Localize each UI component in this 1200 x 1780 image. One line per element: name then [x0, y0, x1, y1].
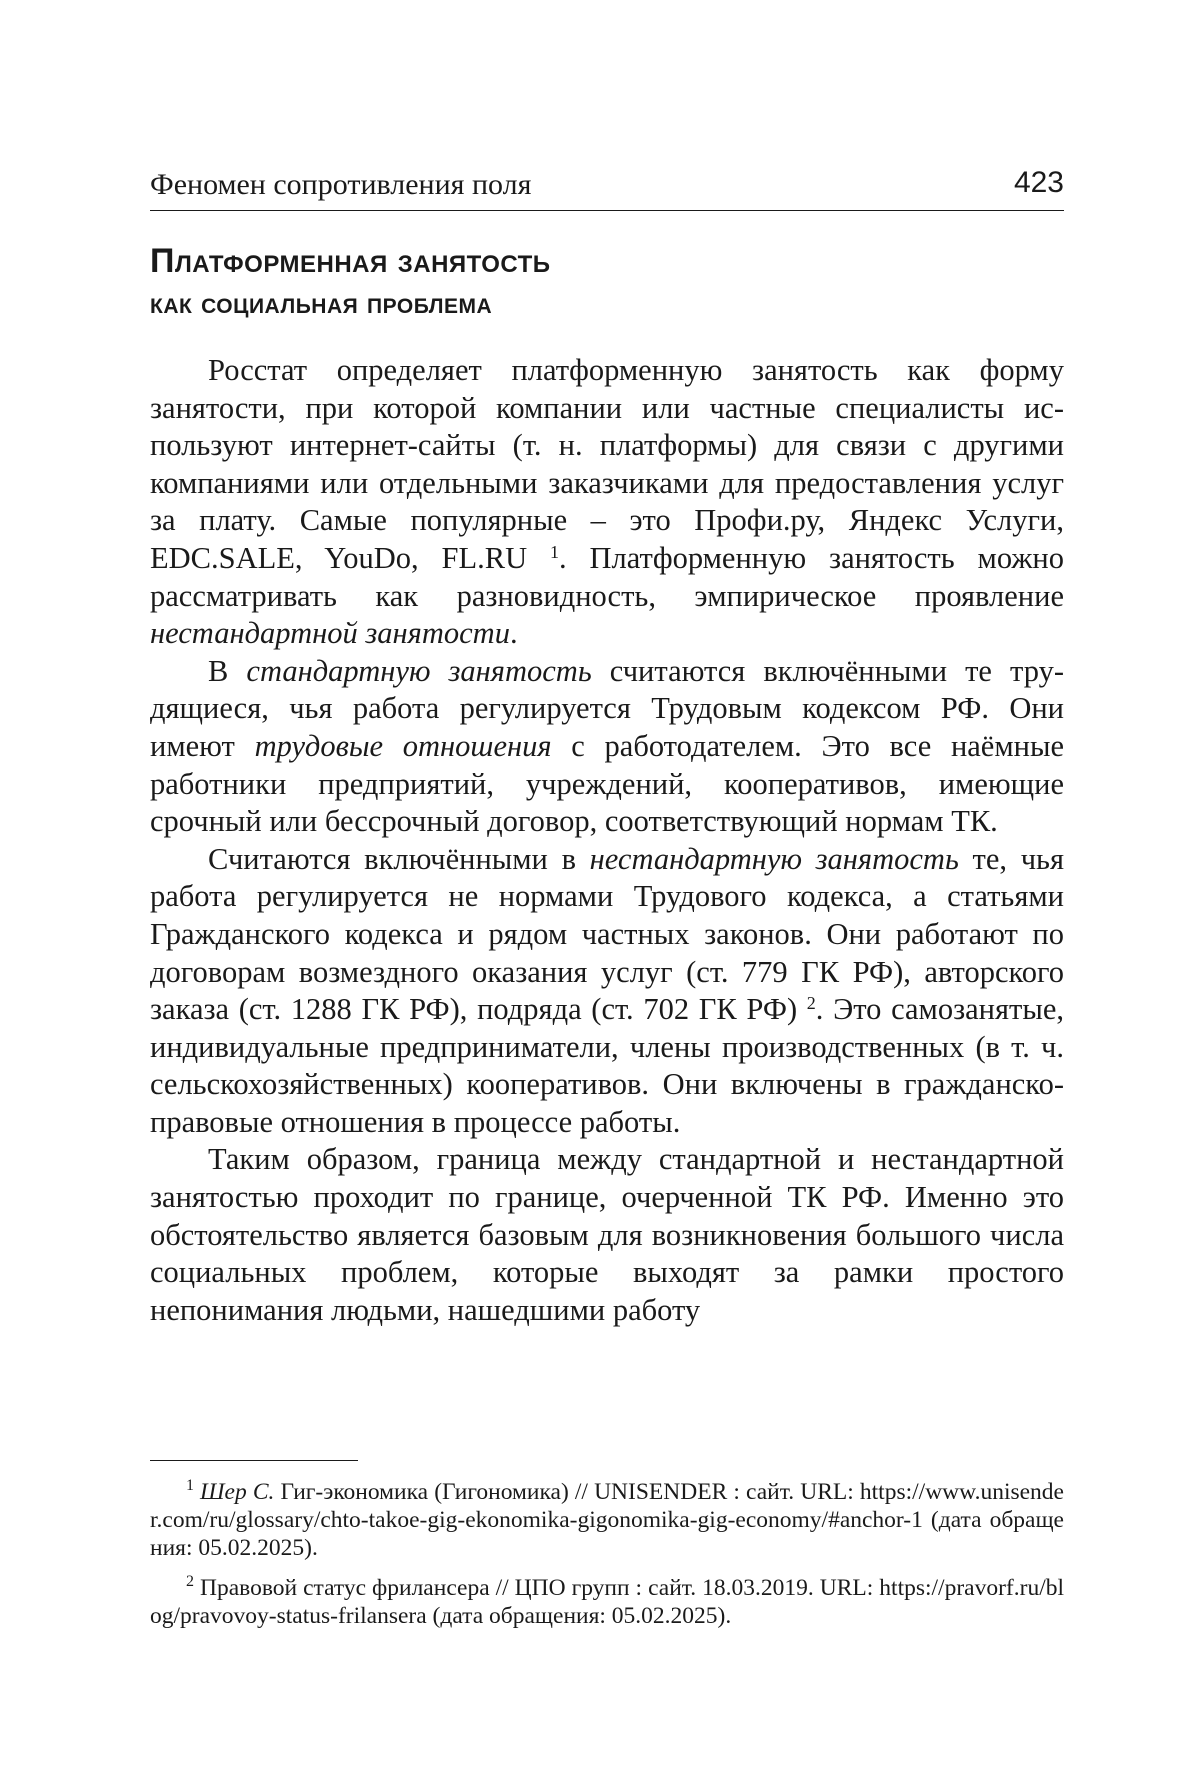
footnotes	[150, 1478, 1064, 1642]
paragraph-3-text-1: Считаются включёнными в	[208, 841, 590, 876]
footnote-2-mark: 2	[186, 1573, 194, 1590]
footnote-1	[150, 1478, 1064, 1562]
paragraph-1-text-2: . Платформенную занятость можно рассматривать как разновидность, эмпирическое проявление	[150, 540, 1064, 613]
page-number: 423	[1013, 166, 1064, 199]
paragraph-4	[150, 1141, 1064, 1329]
paragraph-2-text-3: с работодателем. Это все наёмные работники предприятий, учреждений, кооперативов, имеющие срочный или бессрочный договор, соответствующий нормам ТК.	[150, 728, 1064, 839]
paragraph-3	[150, 841, 1064, 1142]
footnote-ref-1[interactable]: 1	[549, 541, 559, 562]
section-heading-line-1: Платформенная занятость	[150, 242, 551, 280]
footnote-1-text: Гиг-экономика (Гигономика) // UNISENDER : сайт. URL: https://www.unisender.com/ru/glossary/chto-takoe-gig-ekonomika-gigonomika-gig-economy/#anchor-1 (дата обращения: 05.02.2025).	[150, 1479, 1064, 1561]
footnote-2-text: Правовой статус фрилансера // ЦПО групп : сайт. 18.03.2019. URL: https://pravorf.ru/blog/pravovoy-status-frilansera (дата обращения: 05.02.2025).	[150, 1575, 1064, 1629]
paragraph-3-text-3: . Это самозанятые, индивидуальные предприниматели, члены производственных (в т. ч. сельскохозяйственных) кооперативов. Они включены в гражданско-правовые отношения в процессе работы.	[150, 992, 1064, 1139]
footnote-1-mark: 1	[186, 1477, 194, 1494]
paragraph-1-text-1: Росстат определяет платформенную занятость как форму занятости, при которой компании или частные специалисты используют интернет-сайты (т. н. платформы) для связи с другими компаниями или отдельными заказчиками для предоставления услуг за плату. Самые популярные – это Профи.ру, Яндекс Услуги, EDC.SALE, YouDo, FL.RU	[150, 353, 1064, 575]
paragraph-3-emphasis: нестандартную занятость	[589, 841, 959, 876]
paragraph-2-text-2: считаются включёнными те трудящиеся, чья работа регулируется Трудовым кодексом РФ. Они имеют	[150, 653, 1065, 763]
paragraph-3-text-2: те, чья работа регулируется не нормами Трудового кодекса, а статьями Гражданского кодекса и рядом частных законов. Они работают по договорам возмездного оказания услуг (ст. 779 ГК РФ), авторского заказа (ст. 1288 ГК РФ), подряда (ст. 702 ГК РФ)	[150, 841, 1064, 1027]
paragraph-2	[150, 653, 1064, 841]
paragraph-1	[150, 352, 1064, 653]
running-head-title: Феномен сопротивления поля	[150, 168, 532, 201]
footnote-1-author: Шер С.	[200, 1479, 275, 1505]
footnote-2	[150, 1574, 1064, 1630]
running-head	[150, 166, 1064, 211]
footnote-ref-2[interactable]: 2	[806, 993, 816, 1014]
paragraph-1-text-3: .	[509, 616, 518, 651]
paragraph-4-text-1: Таким образом, граница между стандартной и нестандартной занятостью проходит по границе, очерченной ТК РФ. Именно это обстоятельство является базовым для возникновения большого числа социальных проблем, которые выходят за рамки простого непонимания людьми, нашедшими работу	[150, 1142, 1064, 1327]
paragraph-2-emphasis-1: стандартную занятость	[246, 653, 592, 688]
footnote-separator	[150, 1460, 358, 1461]
section-heading-line-2: как социальная проблема	[150, 287, 493, 320]
paragraph-2-text-1: В	[208, 653, 247, 688]
section-heading	[150, 240, 1064, 326]
paragraph-1-emphasis: нестандартной занятости	[150, 616, 510, 651]
paragraph-2-emphasis-2: трудовые отношения	[254, 728, 552, 763]
body-text	[150, 352, 1064, 1329]
